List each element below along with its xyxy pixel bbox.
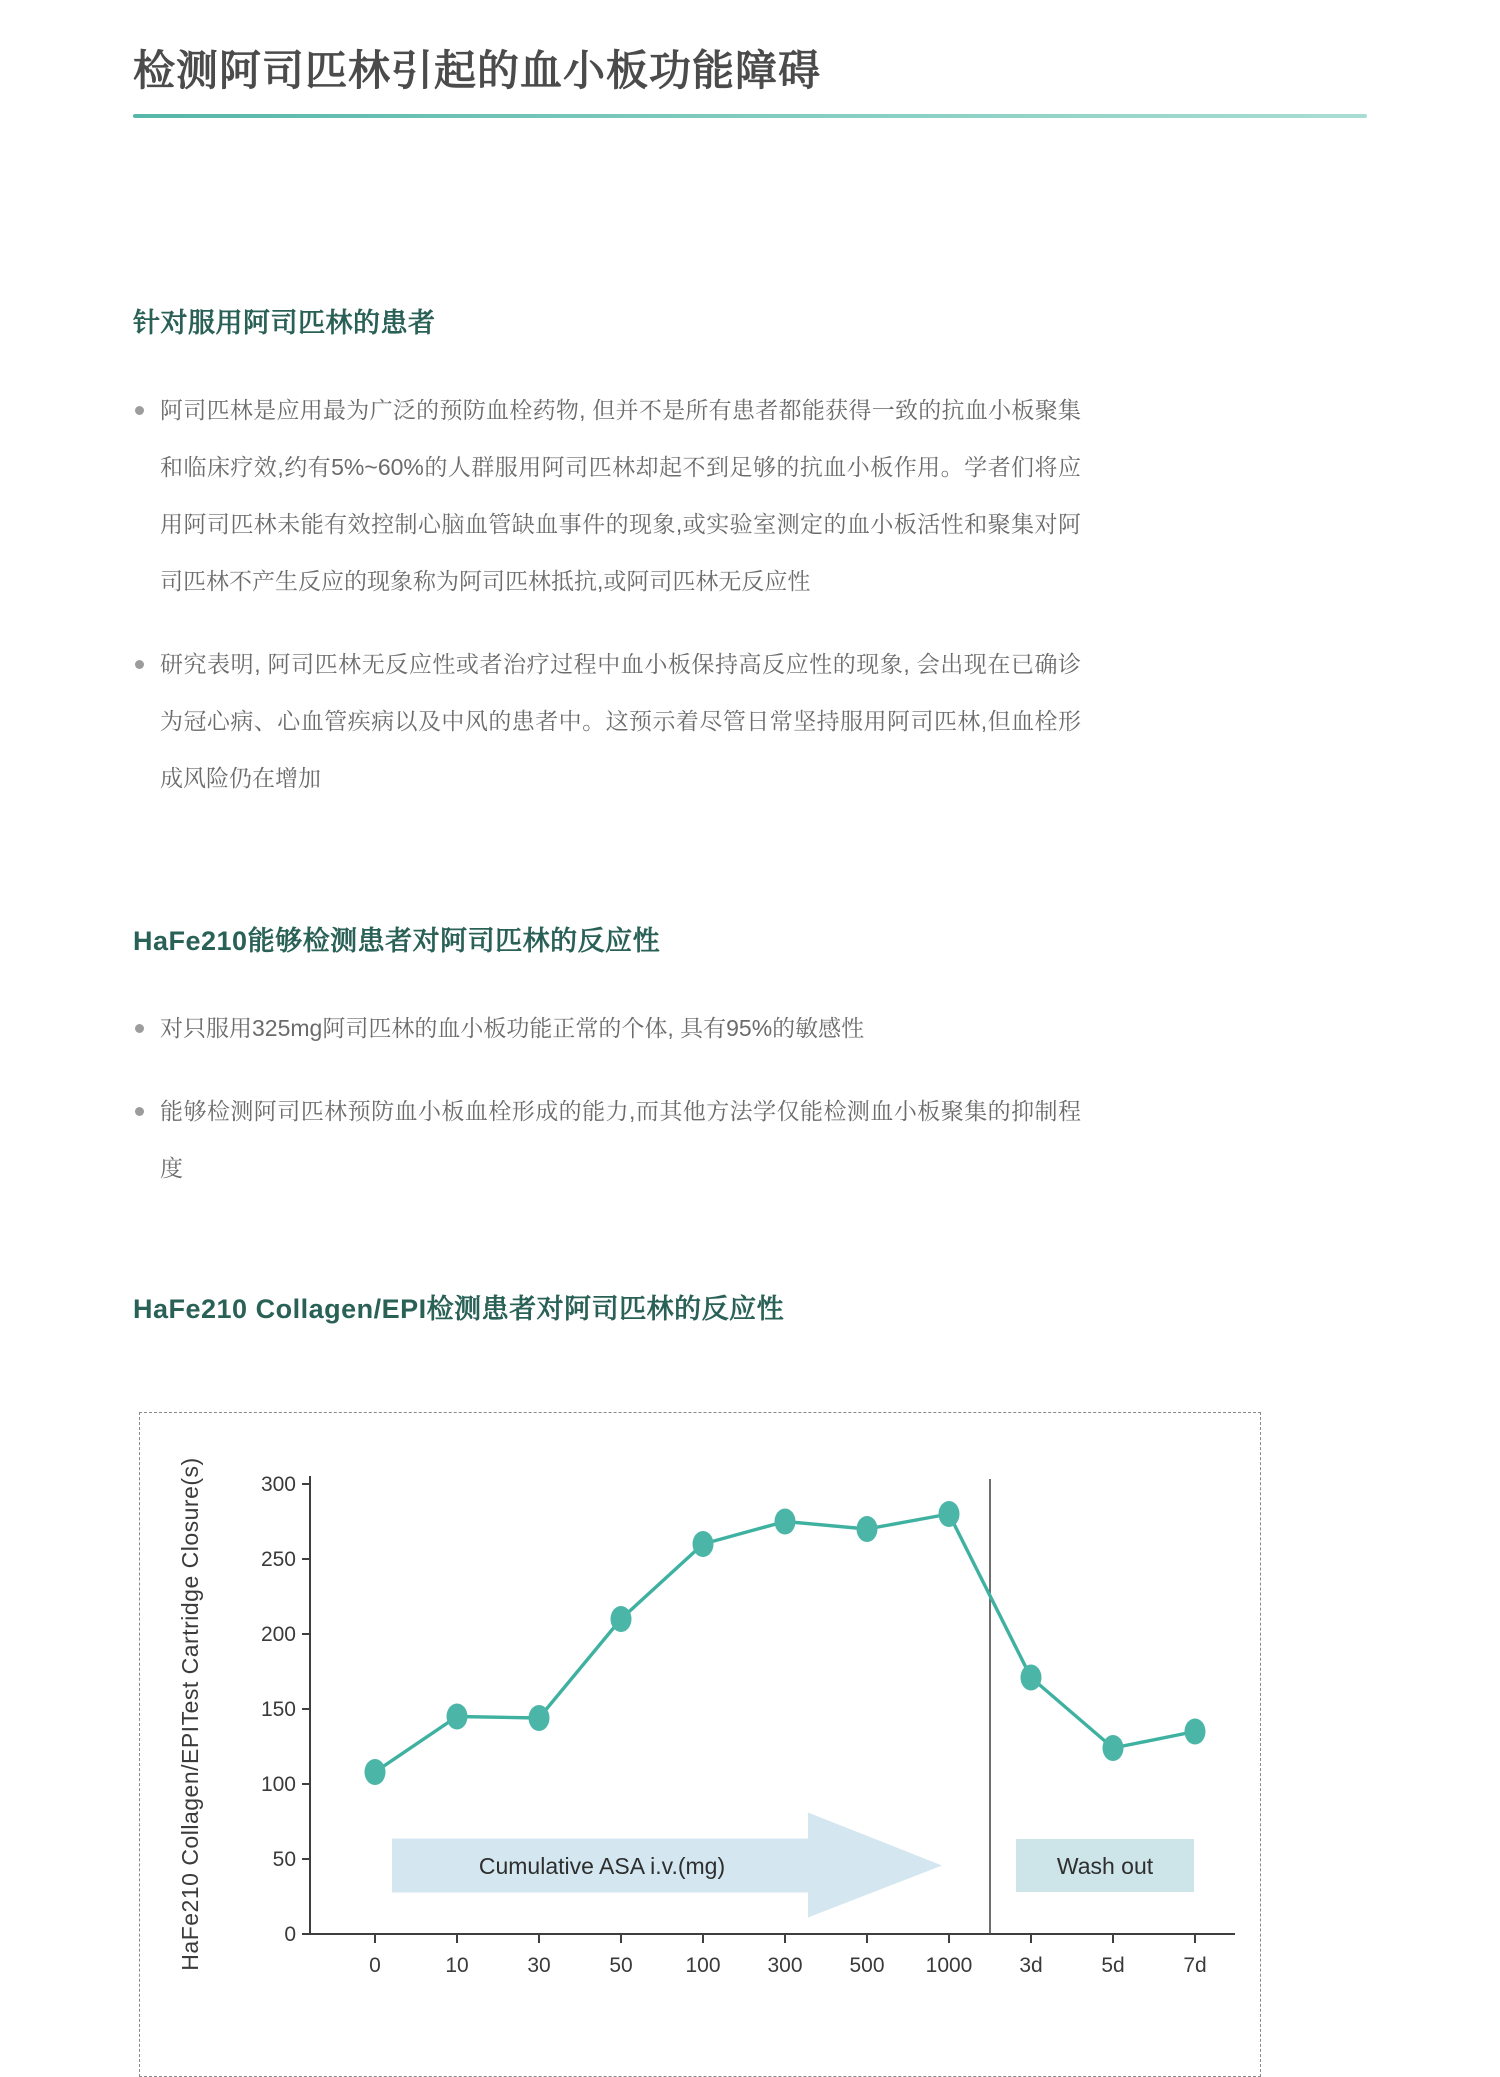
y-tick-label: 300	[260, 1472, 296, 1496]
data-point	[693, 1531, 714, 1557]
data-point	[1021, 1664, 1042, 1690]
x-tick-label: 50	[609, 1953, 633, 1977]
data-point	[775, 1508, 796, 1534]
bullet-text: 研究表明, 阿司匹林无反应性或者治疗过程中血小板保持高反应性的现象, 会出现在已确诊为冠心病、心血管疾病以及中风的患者中。这预示着尽管日常坚持服用阿司匹林,但血栓形成风险仍在增加	[160, 650, 1081, 791]
bullet-text: 阿司匹林是应用最为广泛的预防血栓药物, 但并不是所有患者都能获得一致的抗血小板聚集和临床疗效,约有5%~60%的人群服用阿司匹林却起不到足够的抗血小板作用。学者们将应用阿司匹林未能有效控制心脑血管缺血事件的现象,或实验室测定的血小板活性和聚集对阿司匹林不产生反应的现象称为阿司匹林抵抗,或阿司匹林无反应性	[160, 396, 1081, 594]
data-point	[529, 1705, 550, 1731]
y-tick-label: 250	[260, 1547, 296, 1571]
x-tick-label: 0	[369, 1953, 381, 1977]
bullet-list-hafe210	[133, 1000, 1081, 1197]
x-tick-label: 100	[685, 1953, 721, 1977]
bullet-list-patients	[133, 382, 1081, 807]
x-tick-label: 300	[767, 1953, 803, 1977]
x-tick-label: 30	[527, 1953, 551, 1977]
data-point	[447, 1703, 468, 1729]
bullet-item	[133, 1083, 1081, 1197]
data-point	[611, 1606, 632, 1632]
series-line	[375, 1514, 1195, 1772]
bullet-item	[133, 1000, 1081, 1057]
document-page	[0, 45, 1500, 2077]
y-tick-label: 150	[260, 1697, 296, 1721]
y-tick-label: 0	[284, 1922, 296, 1946]
y-tick-label: 100	[260, 1772, 296, 1796]
x-tick-label: 7d	[1183, 1953, 1207, 1977]
page-title: 检测阿司匹林引起的血小板功能障碍	[133, 47, 822, 94]
bullet-dot	[135, 1107, 144, 1116]
y-tick-label: 50	[272, 1847, 296, 1871]
x-tick-label: 5d	[1101, 1953, 1125, 1977]
section-heading-hafe210: HaFe210能够检测患者对阿司匹林的反应性	[133, 925, 661, 956]
data-point	[939, 1501, 960, 1527]
bullet-dot	[135, 660, 144, 669]
bullet-dot	[135, 1024, 144, 1033]
data-point	[365, 1759, 386, 1785]
x-tick-label: 10	[445, 1953, 469, 1977]
x-tick-label: 500	[849, 1953, 885, 1977]
bullet-item	[133, 636, 1081, 807]
data-point	[857, 1516, 878, 1542]
y-axis-title: HaFe210 Collagen/EPITest Cartridge Closure(s)	[177, 1456, 203, 1971]
figure-box	[139, 1412, 1261, 2077]
bullet-text: 对只服用325mg阿司匹林的血小板功能正常的个体, 具有95%的敏感性	[160, 1014, 865, 1041]
section-heading-collagen-epi: HaFe210 Collagen/EPI检测患者对阿司匹林的反应性	[133, 1293, 785, 1324]
x-tick-label: 1000	[925, 1953, 973, 1977]
data-point	[1103, 1735, 1124, 1761]
title-underline	[133, 114, 1367, 118]
washout-label: Wash out	[1056, 1852, 1154, 1879]
bullet-item	[133, 382, 1081, 610]
y-tick-label: 200	[260, 1622, 296, 1646]
x-tick-label: 3d	[1019, 1953, 1043, 1977]
data-point	[1185, 1718, 1206, 1744]
asa-arrow-label: Cumulative ASA i.v.(mg)	[478, 1852, 726, 1879]
section-heading-patients: 针对服用阿司匹林的患者	[133, 307, 436, 338]
bullet-dot	[135, 406, 144, 415]
bullet-text: 能够检测阿司匹林预防血小板血栓形成的能力,而其他方法学仅能检测血小板聚集的抑制程度	[160, 1097, 1081, 1181]
